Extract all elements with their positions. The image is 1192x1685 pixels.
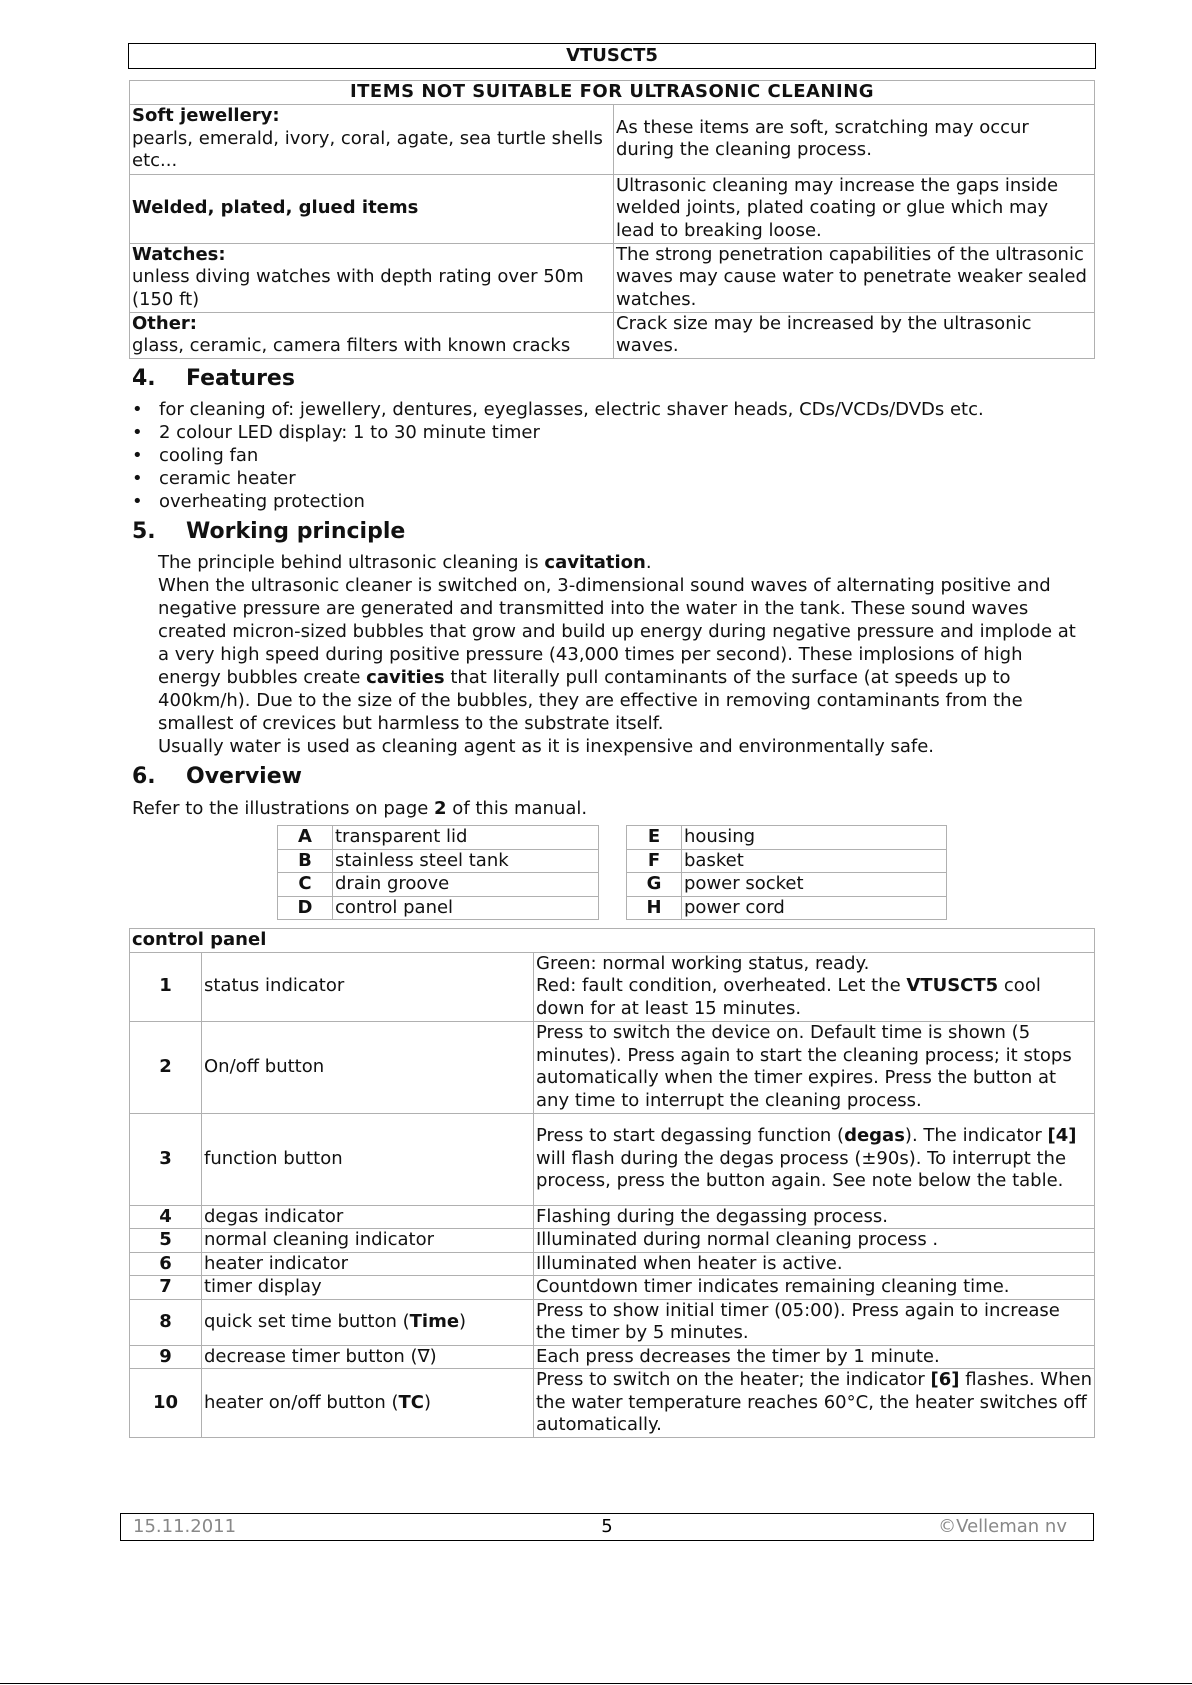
table-row (278, 896, 599, 920)
control-description: Press to show initial timer (05:00). Press again to increase the timer by 5 minutes. (534, 1299, 1095, 1345)
page-number: 5 (601, 1516, 613, 1537)
text-run: will flash during the degas process (±90s). To interrupt the process, press the button again. See note below the table. (536, 1147, 1067, 1192)
text-run: When the ultrasonic cleaner is switched on, 3-dimensional sound waves of alternating positive and negative pressure are generated and transmitted into the water in the tank. These sound waves created micron-sized bubbles that grow and build up energy during negative pressure and implode at a very high speed during positive pressure (43,000 times per second). These implosions of high energy bubbles create (158, 575, 1076, 688)
text-run: ). The indicator (904, 1125, 1048, 1147)
page-header (128, 43, 1096, 69)
item-title: Welded, plated, glued items (132, 197, 419, 219)
part-name: basket (682, 849, 947, 873)
features-heading (132, 366, 295, 391)
list-item-text: for cleaning of: jewellery, dentures, eyeglasses, electric shaver heads, CDs/VCDs/DVDs etc. (159, 399, 984, 420)
note-cell: As these items are soft, scratching may occur during the cleaning process. (614, 104, 1095, 174)
table-row (130, 243, 1095, 312)
page-footer (120, 1513, 1094, 1541)
item-cell (130, 243, 614, 312)
part-key: B (278, 849, 333, 873)
overview-table-left (277, 825, 599, 920)
footer-copyright: ©Velleman nv (938, 1516, 1067, 1537)
text-bold: cavitation (544, 552, 646, 573)
item-cell (130, 174, 614, 243)
table-row (130, 952, 1095, 1021)
section-title: Features (186, 366, 295, 391)
section-number: 6. (132, 764, 156, 789)
list-item-text: overheating protection (159, 491, 365, 512)
part-name: housing (682, 826, 947, 850)
table-row (278, 873, 599, 897)
table-row (627, 849, 947, 873)
item-text: pearls, emerald, ivory, coral, agate, sea turtle shells etc... (132, 127, 603, 172)
item-text: unless diving watches with depth rating over 50m (150 ft) (132, 266, 584, 310)
table-row (278, 849, 599, 873)
text-run: ) (424, 1391, 432, 1413)
table-row (627, 896, 947, 920)
list-item-text: 2 colour LED display: 1 to 30 minute timer (159, 422, 540, 443)
text-run: heater on/off button ( (204, 1391, 399, 1413)
control-number: 8 (130, 1299, 202, 1345)
control-number: 4 (130, 1205, 202, 1229)
principle-heading (132, 519, 405, 544)
list-item (132, 398, 984, 421)
text-bold: 2 (434, 798, 447, 819)
control-number: 3 (130, 1113, 202, 1205)
paragraph (158, 574, 1088, 735)
text-run: Press to start degassing function ( (536, 1125, 845, 1147)
item-cell (130, 104, 614, 174)
table-row (130, 312, 1095, 358)
note-cell: Crack size may be increased by the ultrasonic waves. (614, 312, 1095, 358)
overview-heading (132, 764, 302, 789)
text-run: flashes. When the water temperature reaches 60°C, the heater switches off automatically. (536, 1369, 1092, 1436)
table-title: ITEMS NOT SUITABLE FOR ULTRASONIC CLEANING (130, 81, 1095, 105)
part-key: A (278, 826, 333, 850)
part-key: H (627, 896, 682, 920)
control-name: function button (202, 1113, 534, 1205)
text-run: . (645, 552, 652, 573)
note-cell: Ultrasonic cleaning may increase the gaps inside welded joints, plated coating or glue which may lead to breaking loose. (614, 174, 1095, 243)
text-run: ) (459, 1310, 467, 1332)
part-name: stainless steel tank (333, 849, 599, 873)
text-bold: cavities (366, 667, 445, 688)
table-row (130, 1345, 1095, 1369)
text-bold: degas (844, 1125, 905, 1147)
section-title: Overview (186, 764, 302, 789)
table-row (130, 1021, 1095, 1113)
table-row (130, 174, 1095, 243)
control-number: 2 (130, 1021, 202, 1113)
control-description (534, 1113, 1095, 1205)
features-list (132, 398, 984, 513)
control-number: 6 (130, 1252, 202, 1276)
footer-date: 15.11.2011 (133, 1516, 237, 1537)
control-panel-table (129, 928, 1095, 1438)
header-title: VTUSCT5 (566, 45, 658, 66)
table-row (130, 1252, 1095, 1276)
control-name: status indicator (202, 952, 534, 1021)
text-run: The principle behind ultrasonic cleaning is (158, 552, 545, 573)
list-item-text: cooling fan (159, 445, 259, 466)
bullet: • (132, 399, 143, 420)
text-run: cool down for at least 15 minutes. (536, 975, 1041, 1019)
bullet: • (132, 445, 143, 466)
table-row (627, 826, 947, 850)
control-name: degas indicator (202, 1205, 534, 1229)
table-row (130, 1276, 1095, 1300)
part-name: power socket (682, 873, 947, 897)
control-number: 9 (130, 1345, 202, 1369)
text-run: of this manual. (446, 798, 588, 819)
bullet: • (132, 491, 143, 512)
control-description (534, 1369, 1095, 1438)
section-number: 4. (132, 366, 156, 391)
control-name (202, 1369, 534, 1438)
table-row (627, 873, 947, 897)
control-number: 1 (130, 952, 202, 1021)
principle-text (158, 551, 1088, 758)
note-cell: The strong penetration capabilities of the ultrasonic waves may cause water to penetrate weaker sealed watches. (614, 243, 1095, 312)
part-name: power cord (682, 896, 947, 920)
paragraph (158, 551, 1088, 574)
table-header-row (130, 929, 1095, 953)
unsuitable-items-table (129, 80, 1095, 359)
part-key: D (278, 896, 333, 920)
item-cell (130, 312, 614, 358)
text-bold: [6] (930, 1369, 960, 1391)
item-title: Other: (132, 312, 198, 334)
list-item (132, 421, 984, 444)
table-row (130, 1205, 1095, 1229)
control-number: 10 (130, 1369, 202, 1438)
paragraph: Usually water is used as cleaning agent as it is inexpensive and environmentally safe. (158, 736, 935, 757)
control-description: Each press decreases the timer by 1 minute. (534, 1345, 1095, 1369)
item-title: Soft jewellery: (132, 105, 280, 127)
list-item (132, 444, 984, 467)
table-row (130, 1229, 1095, 1253)
control-number: 5 (130, 1229, 202, 1253)
control-name: normal cleaning indicator (202, 1229, 534, 1253)
item-title: Watches: (132, 243, 226, 265)
control-description: Flashing during the degassing process. (534, 1205, 1095, 1229)
text-bold: VTUSCT5 (906, 975, 999, 997)
section-number: 5. (132, 519, 156, 544)
control-description (534, 952, 1095, 1021)
text-run: quick set time button ( (204, 1310, 410, 1332)
control-name: timer display (202, 1276, 534, 1300)
table-row (130, 1113, 1095, 1205)
overview-table-right (626, 825, 947, 920)
control-description: Illuminated when heater is active. (534, 1252, 1095, 1276)
part-key: G (627, 873, 682, 897)
control-description: Countdown timer indicates remaining cleaning time. (534, 1276, 1095, 1300)
list-item-text: ceramic heater (159, 468, 296, 489)
text-run: Red: fault condition, overheated. Let the (536, 975, 907, 997)
control-description: Illuminated during normal cleaning process . (534, 1229, 1095, 1253)
list-item (132, 467, 984, 490)
text-bold: [4] (1047, 1125, 1077, 1147)
text-run: that literally pull contaminants of the surface (at speeds up to 400km/h). Due to the size of the bubbles, they are effective in removing contaminants from the smallest of crevices but harmless to the substrate itself. (158, 667, 1023, 734)
control-name (202, 1299, 534, 1345)
table-row (130, 104, 1095, 174)
control-name: On/off button (202, 1021, 534, 1113)
overview-reference (132, 797, 587, 820)
text-run: Press to switch on the heater; the indicator (536, 1369, 931, 1391)
page-bottom-divider (0, 1683, 1192, 1684)
part-name: transparent lid (333, 826, 599, 850)
table-row (278, 826, 599, 850)
item-text: glass, ceramic, camera filters with known cracks (132, 335, 571, 356)
table-row (130, 1369, 1095, 1438)
control-name: decrease timer button (∇) (202, 1345, 534, 1369)
section-title: Working principle (186, 519, 406, 544)
part-key: C (278, 873, 333, 897)
control-name: heater indicator (202, 1252, 534, 1276)
part-key: F (627, 849, 682, 873)
bullet: • (132, 468, 143, 489)
part-name: control panel (333, 896, 599, 920)
table-title: control panel (130, 929, 1095, 953)
text-run: Refer to the illustrations on page (132, 798, 435, 819)
table-row (130, 1299, 1095, 1345)
part-key: E (627, 826, 682, 850)
control-number: 7 (130, 1276, 202, 1300)
text-bold: TC (398, 1391, 425, 1413)
control-description: Press to switch the device on. Default time is shown (5 minutes). Press again to start the cleaning process; it stops automatically when the timer expires. Press the button at any time to interrupt the cleaning process. (534, 1021, 1095, 1113)
list-item (132, 490, 984, 513)
text-run: Green: normal working status, ready. (536, 952, 870, 974)
text-bold: Time (409, 1310, 460, 1332)
bullet: • (132, 422, 143, 443)
part-name: drain groove (333, 873, 599, 897)
table-header-row (130, 81, 1095, 105)
